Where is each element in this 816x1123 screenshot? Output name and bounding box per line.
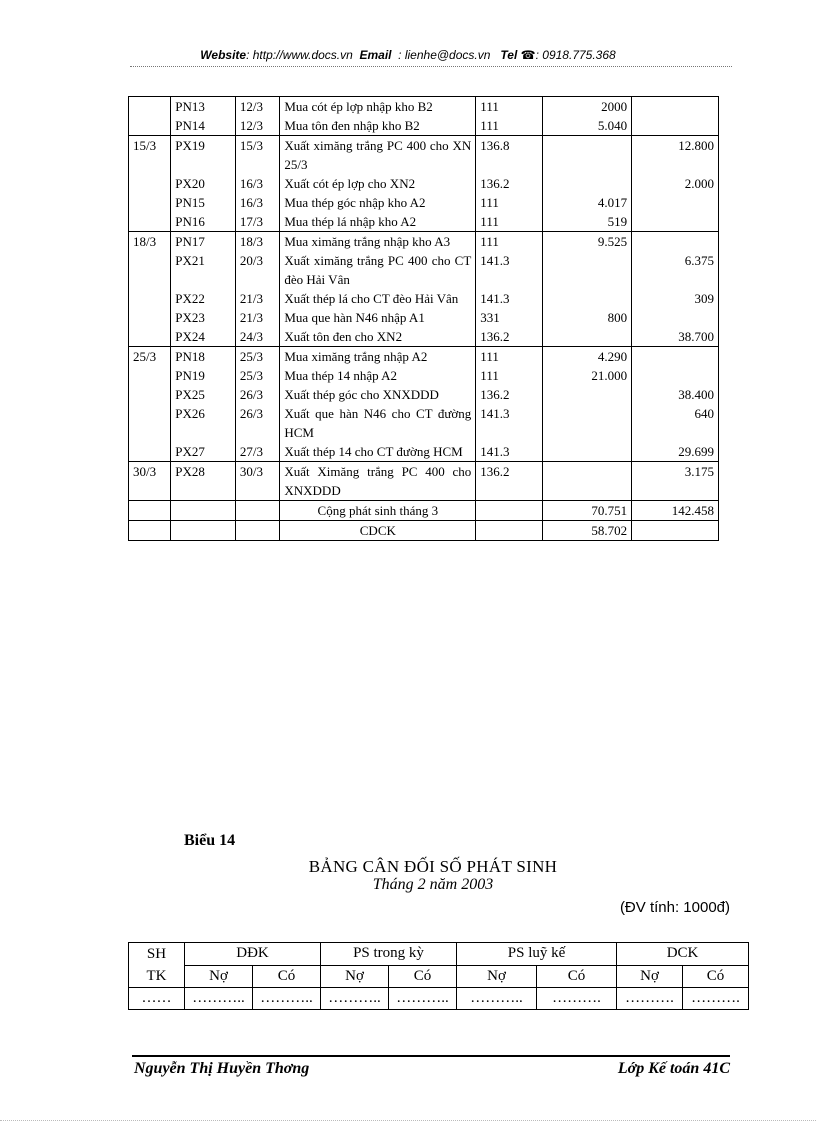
debit-cell: 2000 bbox=[543, 97, 632, 117]
placeholder-cell: ……….. bbox=[253, 988, 321, 1010]
co-header: Có bbox=[253, 965, 321, 988]
account-cell: 136.2 bbox=[476, 174, 543, 193]
shtk-header bbox=[129, 943, 185, 988]
placeholder-cell: ……….. bbox=[321, 988, 389, 1010]
account-cell: 111 bbox=[476, 116, 543, 136]
table-row bbox=[129, 404, 719, 442]
credit-cell bbox=[632, 97, 719, 117]
table-row bbox=[129, 193, 719, 212]
group-date-cell bbox=[129, 212, 171, 232]
balance-table bbox=[128, 942, 749, 1010]
table-row bbox=[129, 97, 719, 117]
doc-number-cell: PX23 bbox=[171, 308, 236, 327]
page-header bbox=[0, 48, 816, 62]
group-date-cell bbox=[129, 308, 171, 327]
no-header: Nợ bbox=[457, 965, 537, 988]
credit-cell: 6.375 bbox=[632, 251, 719, 289]
website-label: Website bbox=[200, 48, 247, 62]
account-cell: 111 bbox=[476, 232, 543, 252]
credit-cell bbox=[632, 366, 719, 385]
credit-cell bbox=[632, 116, 719, 136]
doc-date-cell: 21/3 bbox=[235, 289, 280, 308]
debit-cell: 519 bbox=[543, 212, 632, 232]
footer-author: Nguyễn Thị Huyền Thơng bbox=[134, 1060, 310, 1077]
placeholder-cell: …… bbox=[129, 988, 185, 1010]
account-cell: 136.2 bbox=[476, 385, 543, 404]
doc-number-cell: PX26 bbox=[171, 404, 236, 442]
ps-luy-ke-header: PS luỹ kế bbox=[457, 943, 617, 966]
doc-date-cell: 25/3 bbox=[235, 366, 280, 385]
group-date-cell: 30/3 bbox=[129, 462, 171, 501]
co-header: Có bbox=[537, 965, 617, 988]
summary-debit-cell: 70.751 bbox=[543, 501, 632, 521]
summary-debit-cell: 58.702 bbox=[543, 521, 632, 541]
credit-cell: 3.175 bbox=[632, 462, 719, 501]
empty-cell bbox=[235, 521, 280, 541]
debit-cell: 9.525 bbox=[543, 232, 632, 252]
shtk-bottom: TK bbox=[146, 968, 167, 984]
doc-date-cell: 16/3 bbox=[235, 174, 280, 193]
description-cell: Xuất thép 14 cho CT đường HCM bbox=[280, 442, 476, 462]
doc-date-cell: 17/3 bbox=[235, 212, 280, 232]
debit-cell bbox=[543, 136, 632, 175]
placeholder-cell: ……….. bbox=[185, 988, 253, 1010]
credit-cell: 309 bbox=[632, 289, 719, 308]
report-title: BẢNG CÂN ĐỐI SỐ PHÁT SINH bbox=[308, 857, 558, 876]
table-row bbox=[129, 251, 719, 289]
description-cell: Mua thép lá nhập kho A2 bbox=[280, 212, 476, 232]
website-value: : http://www.docs.vn bbox=[246, 48, 353, 62]
report-subtitle: Tháng 2 năm 2003 bbox=[372, 876, 494, 893]
group-date-cell bbox=[129, 193, 171, 212]
footer-divider bbox=[132, 1055, 730, 1057]
description-cell: Xuất ximăng trắng PC 400 cho CT đèo Hải Vân bbox=[280, 251, 476, 289]
empty-cell bbox=[476, 501, 543, 521]
credit-cell: 2.000 bbox=[632, 174, 719, 193]
table-row bbox=[129, 212, 719, 232]
empty-cell bbox=[171, 521, 236, 541]
account-cell: 331 bbox=[476, 308, 543, 327]
unit-note: (ĐV tính: 1000đ) bbox=[619, 899, 730, 916]
debit-cell: 5.040 bbox=[543, 116, 632, 136]
footer-class: Lớp Kế toán 41C bbox=[617, 1060, 730, 1077]
description-cell: Mua ximăng trắng nhập A2 bbox=[280, 347, 476, 367]
doc-date-cell: 20/3 bbox=[235, 251, 280, 289]
group-date-cell bbox=[129, 327, 171, 347]
debit-cell bbox=[543, 404, 632, 442]
placeholder-cell: ………. bbox=[617, 988, 683, 1010]
description-cell: Mua ximăng trắng nhập kho A3 bbox=[280, 232, 476, 252]
group-date-cell bbox=[129, 251, 171, 289]
description-cell: Xuất cót ép lợp cho XN2 bbox=[280, 174, 476, 193]
group-date-cell bbox=[129, 366, 171, 385]
doc-date-cell: 16/3 bbox=[235, 193, 280, 212]
credit-cell bbox=[632, 347, 719, 367]
group-date-cell: 25/3 bbox=[129, 347, 171, 367]
account-cell: 136.8 bbox=[476, 136, 543, 175]
doc-number-cell: PN13 bbox=[171, 97, 236, 117]
debit-cell: 21.000 bbox=[543, 366, 632, 385]
table-row bbox=[129, 232, 719, 252]
credit-cell: 12.800 bbox=[632, 136, 719, 175]
group-date-cell bbox=[129, 97, 171, 117]
doc-date-cell: 26/3 bbox=[235, 404, 280, 442]
debit-cell bbox=[543, 462, 632, 501]
description-cell: Mua cót ép lợp nhập kho B2 bbox=[280, 97, 476, 117]
description-cell: Xuất Ximăng trắng PC 400 cho XNXDDD bbox=[280, 462, 476, 501]
description-cell: Xuất tôn đen cho XN2 bbox=[280, 327, 476, 347]
doc-date-cell: 25/3 bbox=[235, 347, 280, 367]
account-cell: 141.3 bbox=[476, 251, 543, 289]
doc-number-cell: PX28 bbox=[171, 462, 236, 501]
account-cell: 111 bbox=[476, 97, 543, 117]
ddk-header: DĐK bbox=[185, 943, 321, 966]
doc-number-cell: PN15 bbox=[171, 193, 236, 212]
group-date-cell bbox=[129, 289, 171, 308]
placeholder-cell: ……….. bbox=[457, 988, 537, 1010]
debit-cell bbox=[543, 442, 632, 462]
shtk-top: SH bbox=[146, 946, 167, 962]
doc-number-cell: PX22 bbox=[171, 289, 236, 308]
no-header: Nợ bbox=[321, 965, 389, 988]
table-row bbox=[129, 116, 719, 136]
table-row bbox=[129, 462, 719, 501]
debit-cell bbox=[543, 385, 632, 404]
credit-cell bbox=[632, 212, 719, 232]
dck-header: DCK bbox=[617, 943, 749, 966]
debit-cell bbox=[543, 251, 632, 289]
tel-value: ☎: 0918.775.368 bbox=[520, 48, 616, 62]
account-cell: 141.3 bbox=[476, 289, 543, 308]
doc-number-cell: PX27 bbox=[171, 442, 236, 462]
description-cell: Xuất thép lá cho CT đèo Hải Vân bbox=[280, 289, 476, 308]
debit-cell bbox=[543, 174, 632, 193]
empty-cell bbox=[171, 501, 236, 521]
description-cell: Mua tôn đen nhập kho B2 bbox=[280, 116, 476, 136]
summary-label-cell: CDCK bbox=[280, 521, 476, 541]
doc-date-cell: 30/3 bbox=[235, 462, 280, 501]
credit-cell: 38.700 bbox=[632, 327, 719, 347]
doc-date-cell: 26/3 bbox=[235, 385, 280, 404]
group-date-cell: 15/3 bbox=[129, 136, 171, 175]
doc-date-cell: 21/3 bbox=[235, 308, 280, 327]
ledger-table bbox=[128, 96, 719, 541]
debit-cell: 4.290 bbox=[543, 347, 632, 367]
debit-cell bbox=[543, 289, 632, 308]
credit-cell bbox=[632, 308, 719, 327]
table-row bbox=[129, 366, 719, 385]
placeholder-cell: ………. bbox=[537, 988, 617, 1010]
balance-subheader-row bbox=[129, 965, 749, 988]
table-row bbox=[129, 308, 719, 327]
doc-date-cell: 18/3 bbox=[235, 232, 280, 252]
account-cell: 111 bbox=[476, 212, 543, 232]
description-cell: Mua que hàn N46 nhập A1 bbox=[280, 308, 476, 327]
debit-cell: 4.017 bbox=[543, 193, 632, 212]
group-date-cell bbox=[129, 385, 171, 404]
credit-cell: 29.699 bbox=[632, 442, 719, 462]
group-date-cell: 18/3 bbox=[129, 232, 171, 252]
no-header: Nợ bbox=[185, 965, 253, 988]
account-cell: 136.2 bbox=[476, 327, 543, 347]
doc-number-cell: PN19 bbox=[171, 366, 236, 385]
account-cell: 141.3 bbox=[476, 442, 543, 462]
group-date-cell bbox=[129, 174, 171, 193]
co-header: Có bbox=[389, 965, 457, 988]
account-cell: 136.2 bbox=[476, 462, 543, 501]
description-cell: Xuất que hàn N46 cho CT đường HCM bbox=[280, 404, 476, 442]
credit-cell: 640 bbox=[632, 404, 719, 442]
empty-cell bbox=[129, 501, 171, 521]
placeholder-cell: ………. bbox=[683, 988, 749, 1010]
account-cell: 111 bbox=[476, 366, 543, 385]
table-row bbox=[129, 347, 719, 367]
doc-date-cell: 24/3 bbox=[235, 327, 280, 347]
group-date-cell bbox=[129, 442, 171, 462]
credit-cell: 38.400 bbox=[632, 385, 719, 404]
ledger-body bbox=[129, 97, 719, 541]
doc-date-cell: 15/3 bbox=[235, 136, 280, 175]
summary-credit-cell bbox=[632, 521, 719, 541]
account-cell: 111 bbox=[476, 347, 543, 367]
ps-trong-ky-header: PS trong kỳ bbox=[321, 943, 457, 966]
doc-number-cell: PN14 bbox=[171, 116, 236, 136]
doc-number-cell: PX24 bbox=[171, 327, 236, 347]
description-cell: Mua thép 14 nhập A2 bbox=[280, 366, 476, 385]
description-cell: Mua thép góc nhập kho A2 bbox=[280, 193, 476, 212]
table-row bbox=[129, 327, 719, 347]
debit-cell: 800 bbox=[543, 308, 632, 327]
credit-cell bbox=[632, 232, 719, 252]
doc-number-cell: PN18 bbox=[171, 347, 236, 367]
empty-cell bbox=[129, 521, 171, 541]
account-cell: 111 bbox=[476, 193, 543, 212]
table-row bbox=[129, 442, 719, 462]
doc-number-cell: PX19 bbox=[171, 136, 236, 175]
balance-placeholder-row bbox=[129, 988, 749, 1010]
closing-row bbox=[129, 521, 719, 541]
balance-header-row bbox=[129, 943, 749, 966]
footer-dotted-line bbox=[0, 1120, 816, 1121]
header-divider bbox=[130, 66, 732, 67]
table-row bbox=[129, 136, 719, 175]
doc-date-cell: 12/3 bbox=[235, 97, 280, 117]
credit-cell bbox=[632, 193, 719, 212]
debit-cell bbox=[543, 327, 632, 347]
empty-cell bbox=[235, 501, 280, 521]
doc-date-cell: 12/3 bbox=[235, 116, 280, 136]
doc-number-cell: PN17 bbox=[171, 232, 236, 252]
description-cell: Xuất ximăng trắng PC 400 cho XN 25/3 bbox=[280, 136, 476, 175]
tel-label: Tel bbox=[500, 48, 518, 62]
doc-date-cell: 27/3 bbox=[235, 442, 280, 462]
doc-number-cell: PX25 bbox=[171, 385, 236, 404]
doc-number-cell: PX21 bbox=[171, 251, 236, 289]
email-value: : lienhe@docs.vn bbox=[398, 48, 491, 62]
total-row bbox=[129, 501, 719, 521]
doc-number-cell: PN16 bbox=[171, 212, 236, 232]
bieu-label: Biểu 14 bbox=[184, 832, 236, 849]
summary-credit-cell: 142.458 bbox=[632, 501, 719, 521]
empty-cell bbox=[476, 521, 543, 541]
group-date-cell bbox=[129, 404, 171, 442]
placeholder-cell: ……….. bbox=[389, 988, 457, 1010]
no-header: Nợ bbox=[617, 965, 683, 988]
doc-number-cell: PX20 bbox=[171, 174, 236, 193]
summary-label-cell: Cộng phát sinh tháng 3 bbox=[280, 501, 476, 521]
table-row bbox=[129, 385, 719, 404]
email-label: Email bbox=[359, 48, 392, 62]
description-cell: Xuất thép góc cho XNXDDD bbox=[280, 385, 476, 404]
co-header: Có bbox=[683, 965, 749, 988]
account-cell: 141.3 bbox=[476, 404, 543, 442]
table-row bbox=[129, 174, 719, 193]
table-row bbox=[129, 289, 719, 308]
group-date-cell bbox=[129, 116, 171, 136]
